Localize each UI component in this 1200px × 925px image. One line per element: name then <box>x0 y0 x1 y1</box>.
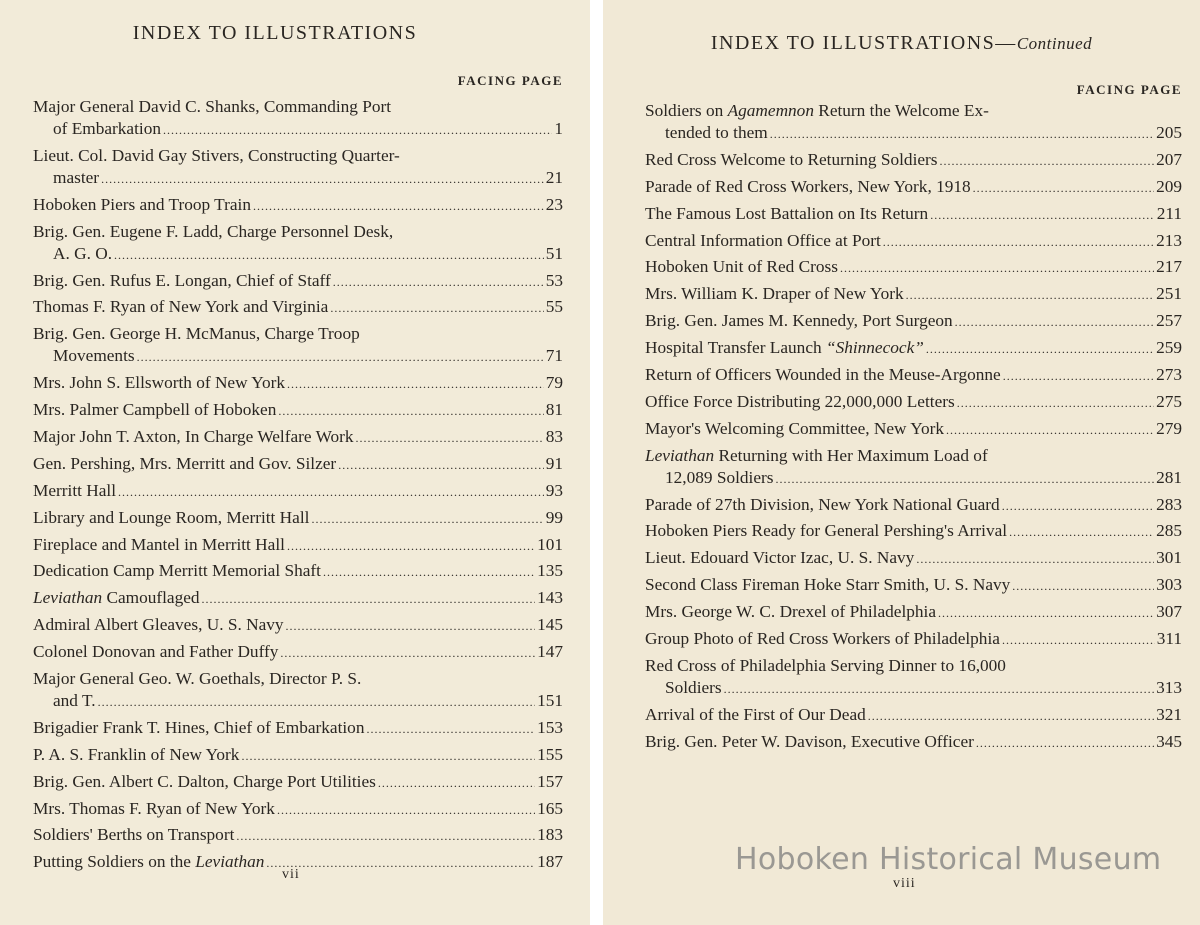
index-entry <box>645 256 1182 279</box>
facing-page-number: 281 <box>1156 467 1182 487</box>
entry-title: Brig. Gen. Albert C. Dalton, Charge Port Utilities <box>33 771 376 791</box>
entry-title: Admiral Albert Gleaves, U. S. Navy <box>33 615 284 635</box>
index-entry <box>33 145 563 190</box>
page-title: INDEX TO ILLUSTRATIONS <box>132 22 418 44</box>
facing-page-number: 151 <box>537 691 563 711</box>
entry-title: Brigadier Frank T. Hines, Chief of Embarkation <box>33 717 365 737</box>
entry-title: master <box>53 167 100 187</box>
dot-leader <box>163 118 552 141</box>
dot-leader <box>955 310 1154 333</box>
index-entry <box>33 587 563 610</box>
entry-title: Mrs. George W. C. Drexel of Philadelphia <box>645 602 937 622</box>
index-entry <box>33 221 563 266</box>
entry-title: Movements <box>53 346 135 366</box>
entry-title-line: Major General Geo. W. Goethals, Director P. S. <box>33 669 362 689</box>
entry-title: Second Class Fireman Hoke Starr Smith, U. S. Navy <box>645 575 1011 595</box>
page-number: viii <box>893 876 916 891</box>
index-entry <box>33 507 563 530</box>
facing-page-number: 257 <box>1156 311 1182 331</box>
title-continued: Continued <box>1016 34 1093 53</box>
entry-title: Library and Lounge Room, Merritt Hall <box>33 507 310 527</box>
index-entry <box>645 520 1182 543</box>
index-entry <box>645 628 1182 651</box>
dot-leader <box>287 372 544 395</box>
facing-page-number: 251 <box>1156 284 1182 304</box>
entry-title: The Famous Lost Battalion on Its Return <box>645 203 929 223</box>
facing-page-number: 53 <box>545 270 563 290</box>
index-entry <box>33 668 563 713</box>
dot-leader <box>323 560 535 583</box>
title-main: INDEX TO ILLUSTRATIONS— <box>710 32 1017 54</box>
dot-leader <box>286 614 536 637</box>
dot-leader <box>946 418 1154 441</box>
page-title <box>603 32 1200 55</box>
entry-title: Group Photo of Red Cross Workers of Philadelphia <box>645 629 1000 649</box>
entry-title: A. G. O. <box>53 243 113 263</box>
facing-page-number: 91 <box>545 453 563 473</box>
entry-title: Mayor's Welcoming Committee, New York <box>645 418 945 438</box>
dot-leader <box>98 690 536 713</box>
dot-leader <box>770 122 1154 145</box>
index-entry <box>33 717 563 740</box>
facing-page-number: 307 <box>1156 602 1182 622</box>
entry-title: of Embarkation <box>53 119 161 138</box>
facing-page-number: 301 <box>1156 548 1182 568</box>
dot-leader <box>868 704 1154 727</box>
dot-leader <box>906 283 1154 306</box>
facing-page-number: 183 <box>537 825 563 845</box>
facing-page-number: 155 <box>537 744 563 764</box>
dot-leader <box>366 717 535 740</box>
page-number: vii <box>282 867 300 882</box>
entry-title: Mrs. William K. Draper of New York <box>645 284 904 304</box>
entry-title: Mrs. Palmer Campbell of Hoboken <box>33 400 277 420</box>
entry-title: Hoboken Unit of Red Cross <box>645 257 838 277</box>
dot-leader <box>940 149 1155 172</box>
entry-title: Leviathan Camouflaged <box>33 588 200 608</box>
facing-page-number: 93 <box>545 480 563 500</box>
index-entry <box>645 601 1182 624</box>
facing-page-label: FACING PAGE <box>1076 82 1182 97</box>
facing-page-number: 157 <box>537 771 563 791</box>
facing-page-number: 217 <box>1156 257 1182 277</box>
index-entry <box>645 418 1182 441</box>
entry-title: Putting Soldiers on the Leviathan <box>33 852 265 872</box>
index-entry <box>33 534 563 557</box>
dot-leader <box>253 194 544 217</box>
museum-watermark: Hoboken Historical Museum <box>735 842 1162 877</box>
facing-page-number: 313 <box>1156 677 1182 697</box>
facing-page-number: 283 <box>1156 494 1182 514</box>
dot-leader <box>916 547 1154 570</box>
index-entry <box>645 203 1182 226</box>
dot-leader <box>840 256 1154 279</box>
entry-title: P. A. S. Franklin of New York <box>33 744 240 764</box>
facing-page-number: 321 <box>1156 704 1182 724</box>
entry-title: Return of Officers Wounded in the Meuse-Argonne <box>645 365 1001 385</box>
facing-page-number: 135 <box>537 561 563 581</box>
facing-page-number: 211 <box>1156 203 1182 223</box>
entry-title: Parade of Red Cross Workers, New York, 1918 <box>645 176 971 196</box>
dot-leader <box>926 337 1154 360</box>
dot-leader <box>1002 628 1155 651</box>
facing-page-number: 145 <box>537 615 563 635</box>
facing-page-number: 285 <box>1156 521 1182 541</box>
entry-title: Soldiers <box>665 677 722 697</box>
facing-page-number: 147 <box>537 642 563 662</box>
facing-page-number: 187 <box>537 852 563 872</box>
index-entry <box>645 704 1182 727</box>
entry-title: Hoboken Piers Ready for General Pershing's Arrival <box>645 521 1008 541</box>
dot-leader <box>311 507 543 530</box>
index-entry <box>33 399 563 422</box>
index-entry <box>33 194 563 217</box>
index-entry <box>33 480 563 503</box>
entry-title: Parade of 27th Division, New York National Guard <box>645 494 1000 514</box>
dot-leader <box>1012 574 1154 597</box>
facing-page-number: 23 <box>545 194 563 214</box>
entry-title-line: Soldiers on Agamemnon Return the Welcome Ex- <box>645 101 989 120</box>
entry-title: Hospital Transfer Launch “Shinnecock” <box>645 338 924 358</box>
index-entry <box>33 614 563 637</box>
entry-title: Arrival of the First of Our Dead <box>645 704 866 724</box>
facing-page-number: 303 <box>1156 575 1182 595</box>
facing-page-number: 207 <box>1156 149 1182 169</box>
entry-title: Colonel Donovan and Father Duffy <box>33 642 279 662</box>
entry-title: Brig. Gen. James M. Kennedy, Port Surgeon <box>645 311 953 331</box>
dot-leader <box>114 243 544 266</box>
dot-leader <box>378 771 535 794</box>
index-entry <box>645 655 1182 700</box>
facing-page-number: 143 <box>537 588 563 608</box>
facing-page-number: 1 <box>554 119 563 138</box>
index-entry <box>33 641 563 664</box>
dot-leader <box>973 176 1154 199</box>
index-entry <box>645 100 1182 145</box>
index-entry <box>33 453 563 476</box>
facing-page-number: 205 <box>1156 123 1182 142</box>
index-entry <box>33 560 563 583</box>
index-entry <box>645 337 1182 360</box>
dot-leader <box>938 601 1154 624</box>
dot-leader <box>118 480 544 503</box>
index-entry <box>33 296 563 319</box>
facing-page-number: 81 <box>545 400 563 420</box>
facing-page-number: 79 <box>545 373 563 393</box>
entry-title: Mrs. John S. Ellsworth of New York <box>33 373 286 393</box>
dot-leader <box>957 391 1154 414</box>
entry-title: Merritt Hall <box>33 480 117 500</box>
dot-leader <box>266 851 535 874</box>
dot-leader <box>236 824 535 847</box>
index-entry <box>33 798 563 821</box>
right-page <box>603 0 1200 925</box>
facing-page-number: 55 <box>545 297 563 317</box>
entry-title: Gen. Pershing, Mrs. Merritt and Gov. Silzer <box>33 453 337 473</box>
index-entry <box>33 426 563 449</box>
dot-leader <box>356 426 544 449</box>
entry-title-line: Brig. Gen. Eugene F. Ladd, Charge Personnel Desk, <box>33 221 394 241</box>
index-entry <box>33 270 563 293</box>
illustration-index-list <box>645 100 1182 758</box>
facing-page-number: 51 <box>545 243 563 263</box>
entry-title: 12,089 Soldiers <box>665 467 774 487</box>
facing-page-number: 165 <box>537 798 563 818</box>
entry-title: Lieut. Edouard Victor Izac, U. S. Navy <box>645 548 915 568</box>
entry-title: Mrs. Thomas F. Ryan of New York <box>33 798 275 818</box>
index-entry <box>645 731 1182 754</box>
dot-leader <box>333 270 544 293</box>
dot-leader <box>930 203 1155 226</box>
facing-page-label: FACING PAGE <box>457 73 563 88</box>
dot-leader <box>277 798 535 821</box>
entry-title: Red Cross Welcome to Returning Soldiers <box>645 149 938 169</box>
facing-page-number: 209 <box>1156 176 1182 196</box>
index-entry <box>645 445 1182 490</box>
index-entry <box>33 744 563 767</box>
entry-title: and T. <box>53 691 96 711</box>
entry-title-line: Leviathan Returning with Her Maximum Load of <box>645 445 988 465</box>
entry-title-line: Red Cross of Philadelphia Serving Dinner to 16,000 <box>645 655 1006 675</box>
dot-leader <box>287 534 535 557</box>
dot-leader <box>241 744 535 767</box>
dot-leader <box>1009 520 1154 543</box>
index-entry <box>645 574 1182 597</box>
index-entry <box>645 149 1182 172</box>
index-entry <box>645 547 1182 570</box>
entry-title-line: Major General David C. Shanks, Commanding Port <box>33 97 392 116</box>
dot-leader <box>280 641 535 664</box>
entry-title: Office Force Distributing 22,000,000 Letters <box>645 391 955 411</box>
entry-title: Soldiers' Berths on Transport <box>33 825 235 845</box>
dot-leader <box>330 296 543 319</box>
dot-leader <box>338 453 544 476</box>
index-entry <box>645 310 1182 333</box>
entry-title: Thomas F. Ryan of New York and Virginia <box>33 297 329 317</box>
dot-leader <box>1003 364 1154 387</box>
facing-page-number: 345 <box>1156 731 1182 751</box>
dot-leader <box>724 677 1154 700</box>
left-page <box>0 0 590 925</box>
index-entry <box>645 283 1182 306</box>
facing-page-number: 213 <box>1156 230 1182 250</box>
entry-title: Brig. Gen. Peter W. Davison, Executive Officer <box>645 731 974 751</box>
index-entry <box>33 771 563 794</box>
dot-leader <box>278 399 543 422</box>
index-entry <box>33 96 563 141</box>
facing-page-number: 311 <box>1156 629 1182 649</box>
dot-leader <box>883 230 1154 253</box>
facing-page-number: 279 <box>1156 418 1182 438</box>
entry-title: Dedication Camp Merritt Memorial Shaft <box>33 561 321 581</box>
entry-title: Fireplace and Mantel in Merritt Hall <box>33 534 285 554</box>
facing-page-number: 153 <box>537 717 563 737</box>
facing-page-number: 99 <box>545 507 563 527</box>
dot-leader <box>137 345 544 368</box>
facing-page-number: 21 <box>545 167 563 187</box>
index-entry <box>645 176 1182 199</box>
entry-title: tended to them <box>665 123 768 142</box>
entry-title: Central Information Office at Port <box>645 230 881 250</box>
illustration-index-list <box>33 96 563 878</box>
entry-title-line: Brig. Gen. George H. McManus, Charge Troop <box>33 324 360 344</box>
facing-page-number: 71 <box>545 346 563 366</box>
index-entry <box>33 372 563 395</box>
index-entry <box>645 230 1182 253</box>
facing-page-number: 273 <box>1156 365 1182 385</box>
entry-title: Brig. Gen. Rufus E. Longan, Chief of Staff <box>33 270 331 290</box>
dot-leader <box>101 167 544 190</box>
index-entry <box>645 364 1182 387</box>
dot-leader <box>202 587 536 610</box>
entry-title: Hoboken Piers and Troop Train <box>33 194 251 214</box>
entry-title-line: Lieut. Col. David Gay Stivers, Constructing Quarter- <box>33 145 400 165</box>
index-entry <box>645 494 1182 517</box>
facing-page-number: 259 <box>1156 338 1182 358</box>
index-entry <box>33 323 563 368</box>
dot-leader <box>776 467 1155 490</box>
facing-page-number: 275 <box>1156 391 1182 411</box>
dot-leader <box>1002 494 1154 517</box>
index-entry <box>645 391 1182 414</box>
facing-page-number: 83 <box>545 427 563 447</box>
dot-leader <box>976 731 1154 754</box>
index-entry <box>33 824 563 847</box>
entry-title: Major John T. Axton, In Charge Welfare Work <box>33 427 354 447</box>
facing-page-number: 101 <box>537 534 563 554</box>
